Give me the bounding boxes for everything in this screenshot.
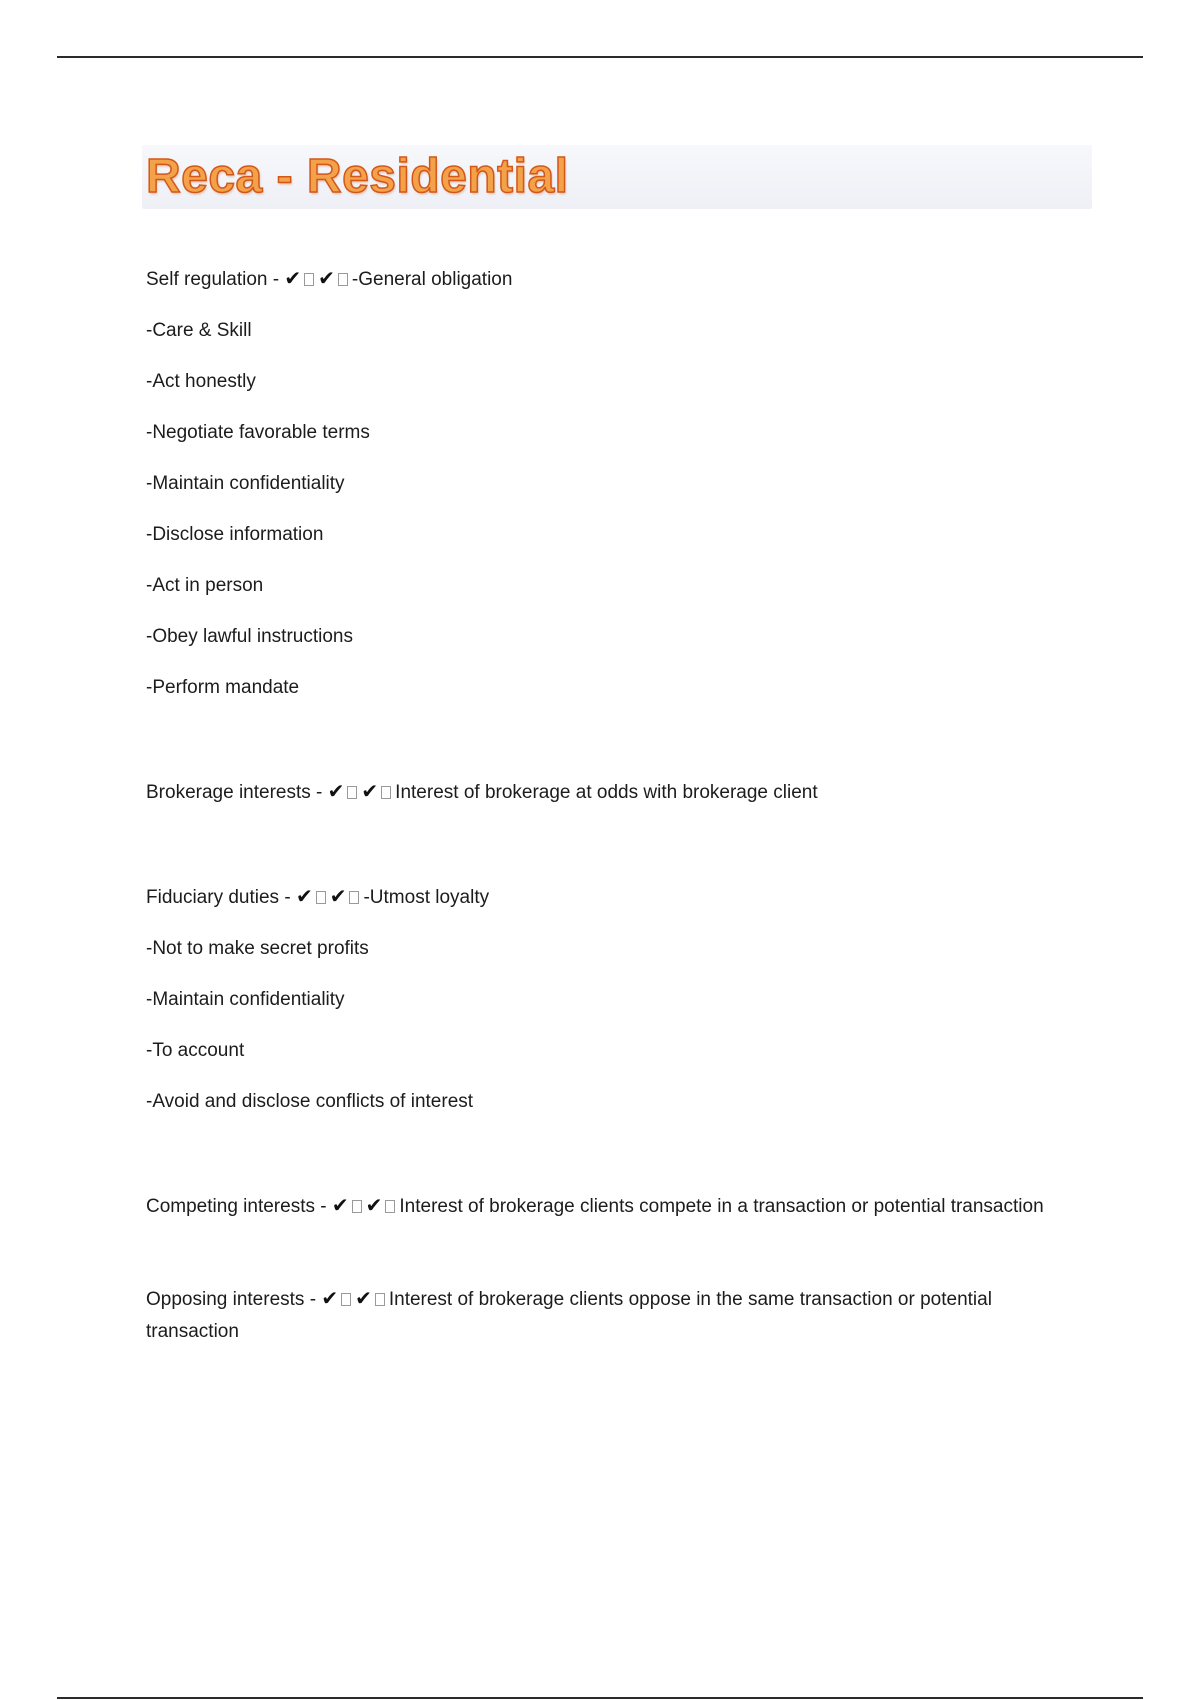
- section-fiduciary-duties: [146, 880, 1086, 1118]
- header-rule: [57, 56, 1143, 58]
- term-line: [146, 1189, 1086, 1223]
- check-icon: ✔: [321, 1286, 339, 1310]
- list-item: -Not to make secret profits: [146, 938, 369, 959]
- check-icon: ✔: [284, 266, 302, 290]
- term-label: Brokerage interests -: [146, 782, 328, 803]
- document-body: [146, 262, 1086, 1367]
- list-item: -Maintain confidentiality: [146, 473, 345, 494]
- term-label: Self regulation -: [146, 269, 285, 290]
- term-line: [146, 1282, 1086, 1348]
- check-icon: ✔: [327, 779, 345, 803]
- term-line: [146, 262, 1086, 296]
- list-item: -Obey lawful instructions: [146, 626, 353, 647]
- term-line: [146, 880, 1086, 914]
- check-icon: ✔: [331, 1193, 349, 1217]
- term-label: Fiduciary duties -: [146, 887, 296, 908]
- list-item: -Disclose information: [146, 524, 324, 545]
- list-item: -To account: [146, 1040, 245, 1061]
- missing-glyph-box-icon: [385, 1200, 395, 1213]
- missing-glyph-box-icon: [349, 891, 359, 904]
- section-brokerage-interests: [146, 775, 1086, 809]
- check-icon: ✔: [361, 779, 379, 803]
- check-icon: ✔: [329, 884, 347, 908]
- check-icon: ✔: [295, 884, 313, 908]
- footer-rule: [57, 1697, 1143, 1699]
- list-item: -Negotiate favorable terms: [146, 422, 370, 443]
- list-item: -Avoid and disclose conflicts of interest: [146, 1091, 474, 1112]
- list-item: -Maintain confidentiality: [146, 989, 345, 1010]
- missing-glyph-box-icon: [381, 786, 391, 799]
- missing-glyph-box-icon: [338, 273, 348, 286]
- missing-glyph-box-icon: [341, 1293, 351, 1306]
- missing-glyph-box-icon: [347, 786, 357, 799]
- term-label: Competing interests -: [146, 1196, 332, 1217]
- term-definition: -Utmost loyalty: [363, 887, 490, 908]
- section-opposing-interests: [146, 1282, 1086, 1348]
- check-icon: ✔: [318, 266, 335, 290]
- list-item: -Act in person: [146, 575, 264, 596]
- list-item: -Perform mandate: [146, 677, 300, 698]
- section-competing-interests: [146, 1189, 1086, 1223]
- missing-glyph-box-icon: [375, 1293, 385, 1306]
- missing-glyph-box-icon: [352, 1200, 362, 1213]
- list-item: -Care & Skill: [146, 320, 252, 341]
- check-icon: ✔: [355, 1286, 372, 1310]
- term-definition: -General obligation: [351, 269, 513, 290]
- term-definition: Interest of brokerage at odds with brokerage client: [395, 782, 818, 803]
- term-definition: Interest of brokerage clients compete in a transaction or potential transaction: [399, 1196, 1044, 1217]
- term-line: [146, 775, 1086, 809]
- term-definition: Interest of brokerage clients oppose in the same transaction or potential transaction: [146, 1289, 992, 1342]
- list-item: -Act honestly: [146, 371, 256, 392]
- missing-glyph-box-icon: [316, 891, 326, 904]
- check-icon: ✔: [365, 1193, 383, 1217]
- missing-glyph-box-icon: [304, 273, 314, 286]
- term-label: Opposing interests -: [146, 1289, 322, 1310]
- document-title: Reca - Residential: [146, 150, 569, 203]
- section-self-regulation: [146, 262, 1086, 704]
